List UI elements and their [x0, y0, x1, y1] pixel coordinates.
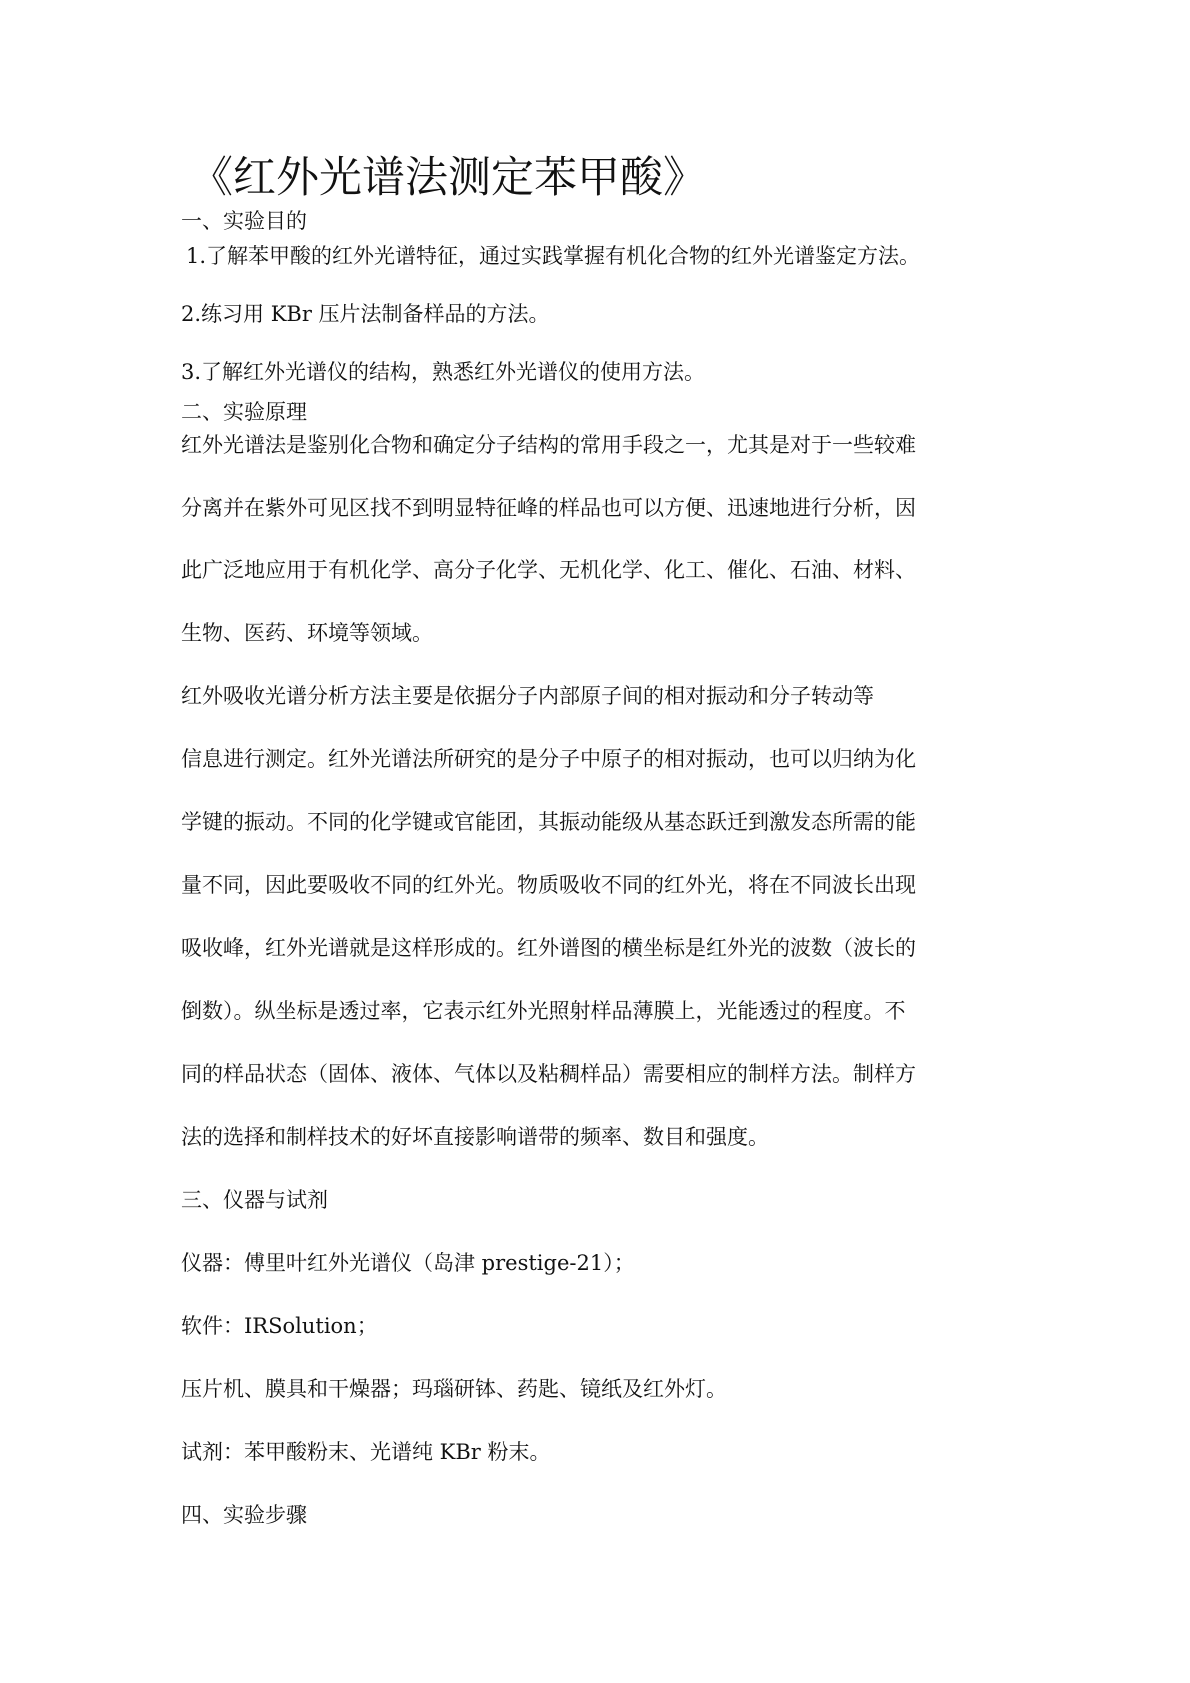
principle-p1-line-3: 此广泛地应用于有机化学、高分子化学、无机化学、化工、催化、石油、材料、 — [181, 558, 916, 582]
principle-p2-line-7: 同的样品状态（固体、液体、气体以及粘稠样品）需要相应的制样方法。制样方 — [181, 1062, 916, 1086]
section-heading-instruments: 三、仪器与试剂 — [181, 1188, 328, 1212]
principle-p2-line-2: 信息进行测定。红外光谱法所研究的是分子中原子的相对振动，也可以归纳为化 — [181, 747, 916, 771]
section-heading-principle: 二、实验原理 — [181, 400, 307, 424]
instrument-item-4: 试剂：苯甲酸粉末、光谱纯 KBr 粉末。 — [181, 1440, 551, 1464]
instrument-item-3: 压片机、膜具和干燥器；玛瑙研钵、药匙、镜纸及红外灯。 — [181, 1377, 727, 1401]
document-title: 《红外光谱法测定苯甲酸》 — [190, 153, 706, 203]
principle-p2-line-8: 法的选择和制样技术的好坏直接影响谱带的频率、数目和强度。 — [181, 1125, 769, 1149]
purpose-item-3: 3.了解红外光谱仪的结构，熟悉红外光谱仪的使用方法。 — [181, 360, 706, 384]
principle-p1-line-2: 分离并在紫外可见区找不到明显特征峰的样品也可以方便、迅速地进行分析，因 — [181, 496, 916, 520]
principle-p2-line-5: 吸收峰，红外光谱就是这样形成的。红外谱图的横坐标是红外光的波数（波长的 — [181, 936, 916, 960]
instrument-item-2: 软件：IRSolution； — [181, 1314, 378, 1338]
principle-p2-line-4: 量不同，因此要吸收不同的红外光。物质吸收不同的红外光，将在不同波长出现 — [181, 873, 916, 897]
principle-p1-line-1: 红外光谱法是鉴别化合物和确定分子结构的常用手段之一，尤其是对于一些较难 — [181, 433, 916, 457]
principle-p2-line-3: 学键的振动。不同的化学键或官能团，其振动能级从基态跃迁到激发态所需的能 — [181, 810, 916, 834]
section-heading-steps: 四、实验步骤 — [181, 1503, 307, 1527]
instrument-item-1: 仪器：傅里叶红外光谱仪（岛津 prestige-21）； — [181, 1251, 635, 1275]
principle-p1-line-4: 生物、医药、环境等领域。 — [181, 621, 433, 645]
section-heading-purpose: 一、实验目的 — [181, 209, 307, 233]
purpose-item-1: 1.了解苯甲酸的红外光谱特征，通过实践掌握有机化合物的红外光谱鉴定方法。 — [186, 244, 921, 268]
purpose-item-2: 2.练习用 KBr 压片法制备样品的方法。 — [181, 302, 550, 326]
principle-p2-line-1: 红外吸收光谱分析方法主要是依据分子内部原子间的相对振动和分子转动等 — [181, 684, 874, 708]
principle-p2-line-6: 倒数）。纵坐标是透过率，它表示红外光照射样品薄膜上，光能透过的程度。不 — [181, 999, 906, 1023]
